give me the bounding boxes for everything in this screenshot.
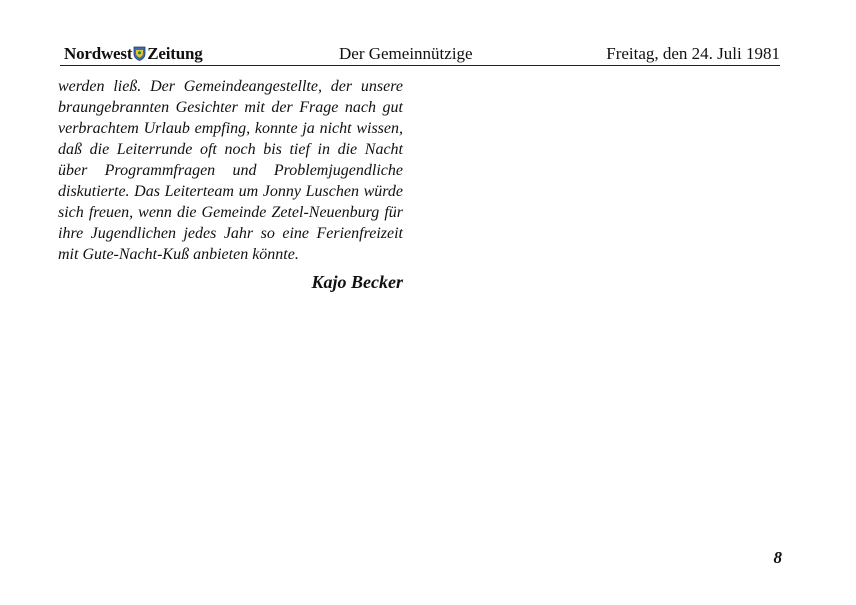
masthead-right-word: Zeitung xyxy=(147,44,203,63)
article-body: werden ließ. Der Gemeindeangestellte, der unsere braungebrannten Gesichter mit der Frage nach gut verbrachtem Urlaub empfing, konnte ja nicht wissen, daß die Leiterrunde oft noch bis tief in die Nacht über Programmfragen und Problemjugendliche diskutierte. Das Leiterteam um Jonny Luschen würde sich freuen, wenn die Gemeinde Zetel-Neuenburg für ihre Jugendlichen jedes Jahr so eine Ferienfreizeit mit Gute-Nacht-Kuß anbieten könnte. xyxy=(58,78,403,263)
page-number: 8 xyxy=(773,548,782,567)
section-title: Der Gemeinnützige xyxy=(339,44,473,63)
article-column xyxy=(58,76,403,293)
masthead-left-word: Nordwest xyxy=(64,44,133,63)
article-author: Kajo Becker xyxy=(311,272,403,292)
issue-date: Freitag, den 24. Juli 1981 xyxy=(606,44,780,63)
page-header xyxy=(60,43,780,66)
newspaper-masthead xyxy=(64,44,203,66)
coat-of-arms-icon xyxy=(133,46,146,66)
